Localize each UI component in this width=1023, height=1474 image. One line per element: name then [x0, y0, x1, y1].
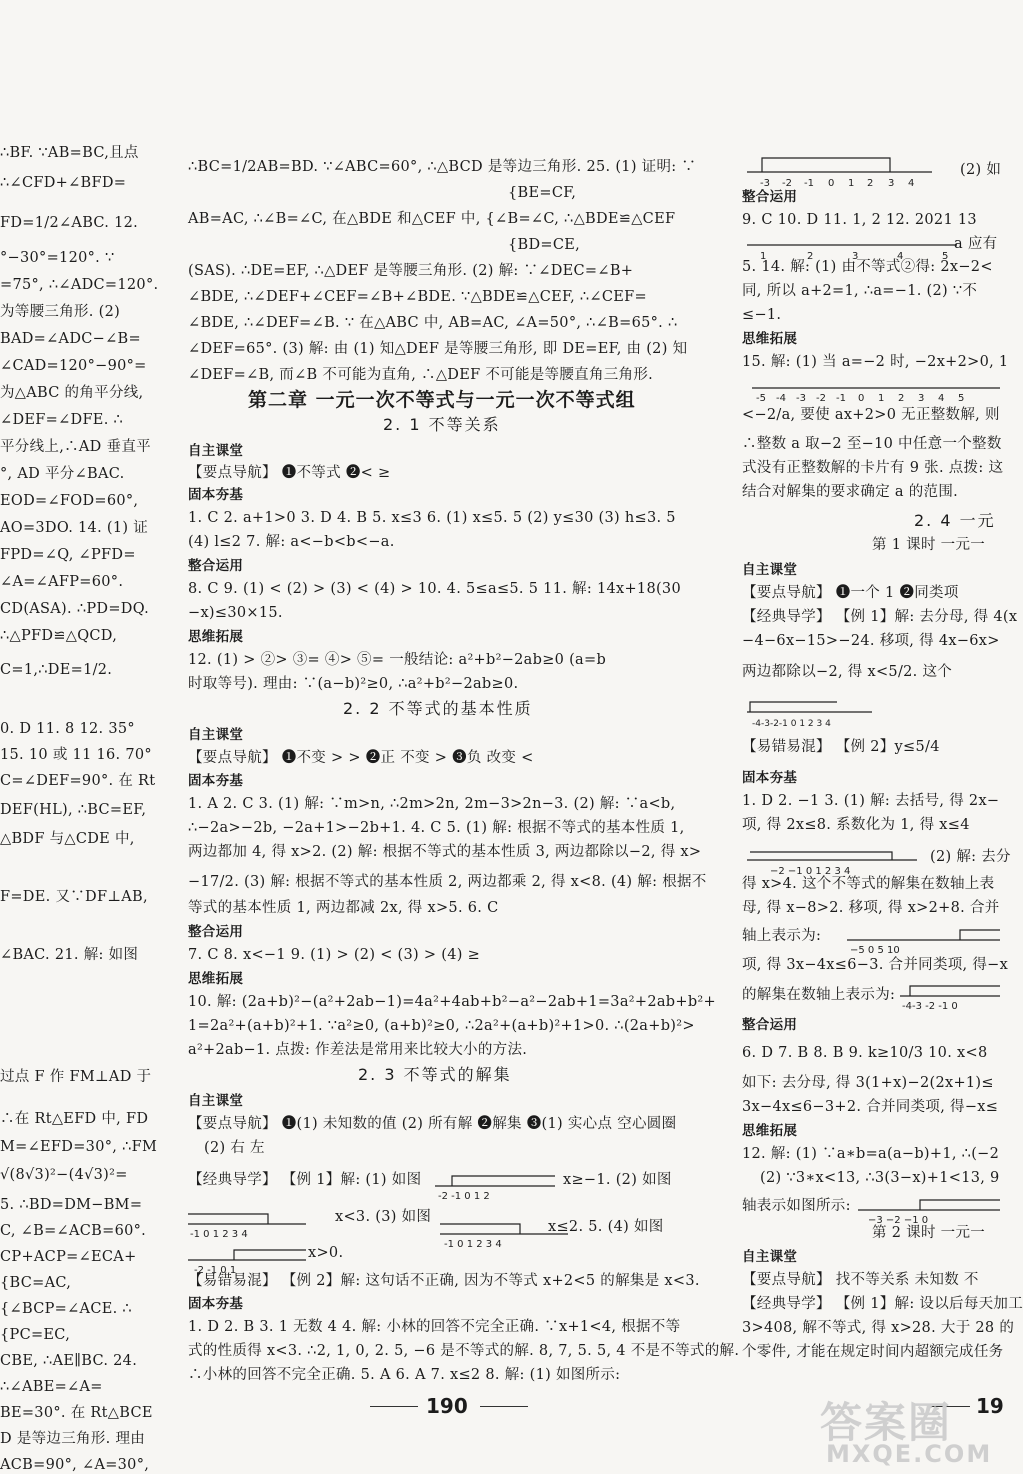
text-line: ∴∠CFD+∠BFD=	[0, 175, 127, 191]
section-heading: 固本夯基	[188, 1296, 244, 1312]
section-heading: 自主课堂	[188, 1093, 244, 1109]
svg-text:-1: -1	[836, 393, 846, 404]
text-line: ∴BC=1/2AB=BD. ∵∠ABC=60°, ∴△BCD 是等边三角形. 25. (1) 证明: ∵	[188, 159, 697, 175]
section-heading: 整合运用	[742, 1017, 798, 1033]
number-line-figure	[858, 1198, 1000, 1226]
svg-text:4: 4	[908, 178, 915, 189]
text-line: 1. D 2. B 3. 1 无数 4 4. 解: 小林的回答不完全正确. ∵x+1<4, 根据不等	[188, 1319, 681, 1335]
text-line: 项, 得 3x−4x≤6−3. 合并同类项, 得−x	[742, 957, 1009, 973]
text-line: ∠BAC. 21. 解: 如图	[0, 947, 139, 963]
svg-text:-5: -5	[756, 393, 766, 404]
svg-text:−3 −2 −1 0: −3 −2 −1 0	[868, 1215, 929, 1226]
text-line: x≤2. 5. (4) 如图	[548, 1219, 664, 1235]
svg-text:3: 3	[852, 251, 859, 262]
text-line: 12. (1) > ②> ③= ④> ⑤= 一般结论: a²+b²−2ab≥0 (a=b	[188, 652, 607, 668]
svg-text:-3: -3	[796, 393, 806, 404]
svg-text:-2 -1 0 1 2: -2 -1 0 1 2	[438, 1191, 490, 1202]
text-line: 时取等号). 理由: ∵(a−b)²≥0, ∴a²+b²−2ab≥0.	[188, 676, 519, 692]
section-heading: 整合运用	[188, 558, 244, 574]
number-line-figure	[188, 1210, 308, 1240]
text-line: 1. D 2. −1 3. (1) 解: 去括号, 得 2x−	[742, 793, 1000, 809]
text-line: 如下: 去分母, 得 3(1+x)−2(2x+1)≤	[742, 1075, 994, 1091]
text-line: ∠BDE, ∴∠DEF+∠CEF=∠B+∠BDE. ∵△BDE≌△CEF, ∴∠CEF=	[188, 289, 647, 305]
watermark-logo: 答案圈	[820, 1398, 953, 1447]
text-line: BE=30°. 在 Rt△BCE	[0, 1405, 153, 1421]
text-line: 3x−4x≤6−3+2. 合并同类项, 得−x≤	[742, 1099, 999, 1115]
text-line: EOD=∠FOD=60°,	[0, 493, 139, 509]
text-line: 8. C 9. (1) < (2) > (3) < (4) > 10. 4. 5≤a≤5. 5 11. 解: 14x+18(30	[188, 581, 681, 597]
text-line: 5. 14. 解: (1) 由不等式②得: 2x−2<	[742, 259, 993, 275]
page-number-rule	[370, 1406, 418, 1407]
number-line-figure	[430, 1172, 560, 1202]
chapter-title: 第二章 一元一次不等式与一元一次不等式组	[248, 389, 636, 411]
section-title: 2. 3 不等式的解集	[358, 1065, 512, 1084]
text-line: {BD=CE,	[508, 237, 581, 253]
svg-text:-2 -1 0 1: -2 -1 0 1	[194, 1265, 237, 1276]
text-line: 【经典导学】 【例 1】解: (1) 如图	[188, 1172, 422, 1188]
text-line: 式的性质得 x<3. ∴2, 1, 0, 2. 5, −6 是不等式的解. 8, 7, 5. 5, 4 不是不等式的解.	[188, 1343, 740, 1359]
text-line: 同, 所以 a+2=1, ∴a=−1. (2) ∵不	[742, 283, 978, 299]
text-line: 1=2a²+(a+b)²+1. ∵a²≥0, (a+b)²≥0, ∴2a²+(a+b)²+1>0. ∴(2a+b)²>	[188, 1018, 695, 1034]
svg-text:-4-3 -2 -1 0: -4-3 -2 -1 0	[902, 1001, 958, 1012]
text-line: (2) 右 左	[204, 1140, 265, 1156]
svg-text:-1 0 1 2 3 4: -1 0 1 2 3 4	[444, 1239, 502, 1250]
text-line: C, ∠B=∠ACB=60°.	[0, 1223, 147, 1239]
svg-text:0: 0	[858, 393, 865, 404]
text-line: 15. 10 或 11 16. 70°	[0, 747, 152, 763]
section-title: 2. 2 不等式的基本性质	[343, 699, 533, 718]
text-line: FPD=∠Q, ∠PFD=	[0, 547, 136, 563]
svg-text:0: 0	[828, 178, 835, 189]
text-line: C=∠DEF=90°. 在 Rt	[0, 773, 156, 789]
section-heading: 固本夯基	[188, 487, 244, 503]
text-line: 项, 得 2x≤8. 系数化为 1, 得 x≤4	[742, 817, 970, 833]
svg-text:4: 4	[938, 393, 945, 404]
text-line: −x)≤30×15.	[188, 605, 283, 621]
svg-text:-1 0 1 2 3 4: -1 0 1 2 3 4	[190, 1229, 248, 1240]
text-line: {BC=AC,	[0, 1275, 72, 1291]
text-line: ∴小林的回答不完全正确. 5. A 6. A 7. x≤2 8. 解: (1) 如图所示:	[188, 1367, 621, 1383]
number-line-figure	[900, 984, 1000, 1012]
svg-text:5: 5	[942, 251, 949, 262]
text-line: 1. C 2. a+1>0 3. D 4. B 5. x≤3 6. (1) x≤5. 5 (2) y≤30 (3) h≤3. 5	[188, 510, 676, 526]
text-line: −17/2. (3) 解: 根据不等式的基本性质 2, 两边都乘 2, 得 x<8. (4) 解: 根据不	[188, 874, 707, 890]
text-line: FD=1/2∠ABC. 12.	[0, 215, 139, 231]
text-line: 两边都除以−2, 得 x<5/2. 这个	[742, 664, 953, 680]
text-line: 【要点导航】 ❶不等式 ❷< ≥	[188, 465, 391, 481]
svg-text:-3: -3	[760, 178, 770, 189]
text-line: 第 2 课时 一元一	[872, 1225, 986, 1241]
text-line: BAD=∠ADC−∠B=	[0, 331, 141, 347]
number-line-figure	[742, 848, 922, 878]
text-line: =75°, ∴∠ADC=120°.	[0, 277, 159, 293]
section-heading: 自主课堂	[742, 1249, 798, 1265]
svg-text:-4: -4	[776, 393, 786, 404]
svg-text:1: 1	[878, 393, 885, 404]
text-line: 【要点导航】 ❶不变 > > ❷正 不变 > ❸负 改变 <	[188, 750, 534, 766]
svg-text:2: 2	[898, 393, 905, 404]
text-line: a 应有	[954, 236, 998, 252]
text-line: D 是等边三角形. 理由	[0, 1431, 146, 1447]
right-column	[742, 0, 1023, 1471]
text-line: 10. 解: (2a+b)²−(a²+2ab−1)=4a²+4ab+b²−a²−2ab+1=3a²+2ab+b²+	[188, 994, 716, 1010]
text-line: ∴整数 a 取−2 至−10 中任意一个整数	[742, 436, 1002, 452]
svg-text:5: 5	[958, 393, 965, 404]
text-line: 过点 F 作 FM⊥AD 于	[0, 1069, 152, 1085]
text-line: √(8√3)²−(4√3)²=	[0, 1167, 128, 1183]
text-line: (2) 解: 去分	[930, 849, 1011, 865]
text-line: (2) 如	[960, 162, 1002, 178]
text-line: DEF(HL), ∴BC=EF,	[0, 802, 147, 818]
text-line: (SAS). ∴DE=EF, ∴△DEF 是等腰三角形. (2) 解: ∵∠DEC=∠B+	[188, 263, 634, 279]
svg-text:-4-3-2-1 0 1 2 3 4: -4-3-2-1 0 1 2 3 4	[752, 719, 831, 729]
text-line: 9. C 10. D 11. 1, 2 12. 2021 13	[742, 212, 977, 228]
number-line-figure	[188, 1248, 308, 1278]
svg-text:1: 1	[760, 251, 767, 262]
section-heading: 固本夯基	[188, 773, 244, 789]
text-line: −4−6x−15>−24. 移项, 得 4x−6x>	[742, 633, 1000, 649]
svg-text:−2 −1 0 1 2 3 4: −2 −1 0 1 2 3 4	[770, 866, 851, 877]
watermark-url: MXQE.COM	[826, 1440, 993, 1468]
text-line: 个零件, 才能在规定时间内超额完成任务	[742, 1344, 1004, 1360]
text-line: ∴在 Rt△EFD 中, FD	[0, 1111, 149, 1127]
text-line: ∴−2a>−2b, −2a+1>−2b+1. 4. C 5. (1) 解: 根据不等式的基本性质 1,	[188, 820, 685, 836]
text-line: 等式的基本性质 1, 两边都减 2x, 得 x>5. 6. C	[188, 900, 499, 916]
page-number: 190	[426, 1394, 468, 1418]
text-line: x>0.	[308, 1245, 344, 1261]
text-line: ∠BDE, ∴∠DEF=∠B. ∵ 在△ABC 中, AB=AC, ∠A=50°, ∴∠B=65°. ∴	[188, 315, 678, 331]
text-line: <−2/a, 要使 ax+2>0 无正整数解, 则	[742, 407, 1000, 423]
section-heading: 固本夯基	[742, 770, 798, 786]
text-line: ∠DEF=65°. (3) 解: 由 (1) 知△DEF 是等腰三角形, 即 DE=EF, 由 (2) 知	[188, 341, 688, 357]
text-line: 式没有正整数解的卡片有 9 张. 点拨: 这	[742, 460, 1004, 476]
svg-text:-1: -1	[804, 178, 814, 189]
text-line: 平分线上,∴AD 垂直平	[0, 439, 151, 455]
text-line: 3>408, 解不等式, 得 x>28. 大于 28 的	[742, 1320, 1015, 1336]
text-line: CBE, ∴AE∥BC. 24.	[0, 1353, 138, 1369]
number-line-figure	[440, 1220, 570, 1250]
number-line-figure	[742, 150, 942, 190]
text-line: 两边都加 4, 得 x>2. (2) 解: 根据不等式的基本性质 3, 两边都除以−2, 得 x>	[188, 844, 702, 860]
text-line: CP+ACP=∠ECA+	[0, 1249, 137, 1265]
text-line: 为等腰三角形. (2)	[0, 304, 121, 320]
text-line: ∠CAD=120°−90°=	[0, 358, 147, 374]
text-line: ∠DEF=∠B, 而∠B 不可能为直角, ∴△DEF 不可能是等腰直角三角形.	[188, 367, 654, 383]
text-line: CD(ASA). ∴PD=DQ.	[0, 601, 150, 617]
text-line: ∴BF. ∵AB=BC,且点	[0, 145, 139, 161]
text-line: °−30°=120°. ∵	[0, 250, 115, 266]
text-line: ∠DEF=∠DFE. ∴	[0, 412, 124, 428]
text-line: (2) ∵3∗x<13, ∴3(3−x)+1<13, 9	[760, 1170, 1000, 1186]
text-line: ∠A=∠AFP=60°.	[0, 574, 124, 590]
section-heading: 自主课堂	[188, 727, 244, 743]
text-line: 5. ∴BD=DM−BM=	[0, 1197, 143, 1213]
text-line: 母, 得 x−8>2. 移项, 得 x>2+8. 合并	[742, 900, 1000, 916]
text-line: 【要点导航】 找不等关系 未知数 不	[742, 1272, 979, 1288]
page-number: 19	[976, 1394, 1004, 1418]
text-line: 6. D 7. B 8. B 9. k≥10/3 10. x<8	[742, 1045, 988, 1061]
text-line: ACB=90°, ∠A=30°,	[0, 1457, 150, 1473]
number-line-figure	[742, 700, 882, 730]
text-line: AB=AC, ∴∠B=∠C, 在△BDE 和△CEF 中, {∠B=∠C, ∴△BDE≌△CEF	[188, 211, 676, 227]
section-heading: 自主课堂	[742, 562, 798, 578]
text-line: C=1,∴DE=1/2.	[0, 662, 113, 678]
section-heading: 整合运用	[742, 189, 798, 205]
number-line-figure	[742, 235, 962, 265]
text-line: {∠BCP=∠ACE. ∴	[0, 1301, 132, 1317]
section-title: 2. 4 一元	[914, 511, 996, 530]
page-number-rule	[480, 1406, 528, 1407]
text-line: 7. C 8. x<−1 9. (1) > (2) < (3) > (4) ≥	[188, 947, 481, 963]
svg-text:2: 2	[807, 251, 814, 262]
number-line-figure	[742, 378, 1000, 406]
text-line: 1. A 2. C 3. (1) 解: ∵m>n, ∴2m>2n, 2m−3>2n−3. (2) 解: ∵a<b,	[188, 796, 676, 812]
text-line: {BE=CF,	[508, 185, 577, 201]
text-line: 第 1 课时 一元一	[872, 537, 986, 553]
text-line: 结合对解集的要求确定 a 的范围.	[742, 484, 959, 500]
text-line: x<3. (3) 如图	[335, 1209, 432, 1225]
svg-text:−5 0 5 10: −5 0 5 10	[850, 945, 900, 956]
text-line: ≤−1.	[742, 307, 782, 323]
text-line: x≥−1. (2) 如图	[563, 1172, 672, 1188]
text-line: 12. 解: (1) ∵a∗b=a(a−b)+1, ∴(−2	[742, 1146, 1000, 1162]
section-heading: 思维拓展	[188, 971, 244, 987]
text-line: F=DE. 又∵DF⊥AB,	[0, 889, 148, 905]
text-line: 的解集在数轴上表示为:	[742, 987, 896, 1003]
svg-text:-2: -2	[816, 393, 826, 404]
svg-text:3: 3	[888, 178, 895, 189]
text-line: 得 x>4. 这个不等式的解集在数轴上表	[742, 876, 995, 892]
svg-text:4: 4	[897, 251, 904, 262]
text-line: AO=3DO. 14. (1) 证	[0, 520, 149, 536]
text-line: ∴△PFD≌△QCD,	[0, 628, 118, 644]
text-line: 【易错易混】 【例 2】解: 这句话不正确, 因为不等式 x+2<5 的解集是 x<3.	[188, 1273, 700, 1289]
text-line: 【易错易混】 【例 2】y≤5/4	[742, 739, 940, 755]
section-title: 2. 1 不等关系	[383, 415, 501, 434]
text-line: {PC=EC,	[0, 1327, 71, 1343]
svg-text:1: 1	[848, 178, 855, 189]
text-line: △BDF 与△CDE 中,	[0, 831, 135, 847]
text-line: a²+2ab−1. 点拨: 作差法是常用来比较大小的方法.	[188, 1042, 528, 1058]
section-heading: 自主课堂	[188, 443, 244, 459]
text-line: (4) l≤2 7. 解: a<−b<b<−a.	[188, 534, 395, 550]
text-line: 【经典导学】 【例 1】解: 去分母, 得 4(x	[742, 609, 1018, 625]
section-heading: 思维拓展	[742, 1123, 798, 1139]
text-line: 15. 解: (1) 当 a=−2 时, −2x+2>0, 1	[742, 354, 1009, 370]
svg-text:-2: -2	[782, 178, 792, 189]
section-heading: 思维拓展	[188, 629, 244, 645]
text-line: 轴表示如图所示:	[742, 1198, 851, 1214]
left-column	[0, 0, 175, 1471]
text-line: 0. D 11. 8 12. 35°	[0, 721, 135, 737]
text-line: °, AD 平分∠BAC.	[0, 466, 125, 482]
svg-text:2: 2	[867, 178, 874, 189]
text-line: 轴上表示为:	[742, 928, 822, 944]
text-line: 【要点导航】 ❶一个 1 ❷同类项	[742, 585, 959, 601]
svg-text:3: 3	[918, 393, 925, 404]
text-line: ∴∠ABE=∠A=	[0, 1379, 103, 1395]
text-line: 【要点导航】 ❶(1) 未知数的值 (2) 所有解 ❷解集 ❸(1) 实心点 空心圆圈	[188, 1116, 677, 1132]
text-line: 【经典导学】 【例 1】解: 设以后每天加工	[742, 1296, 1023, 1312]
text-line: M=∠EFD=30°, ∴FM	[0, 1139, 158, 1155]
section-heading: 思维拓展	[742, 331, 798, 347]
number-line-figure	[842, 928, 1000, 956]
section-heading: 整合运用	[188, 924, 244, 940]
text-line: 为△ABC 的角平分线,	[0, 385, 144, 401]
